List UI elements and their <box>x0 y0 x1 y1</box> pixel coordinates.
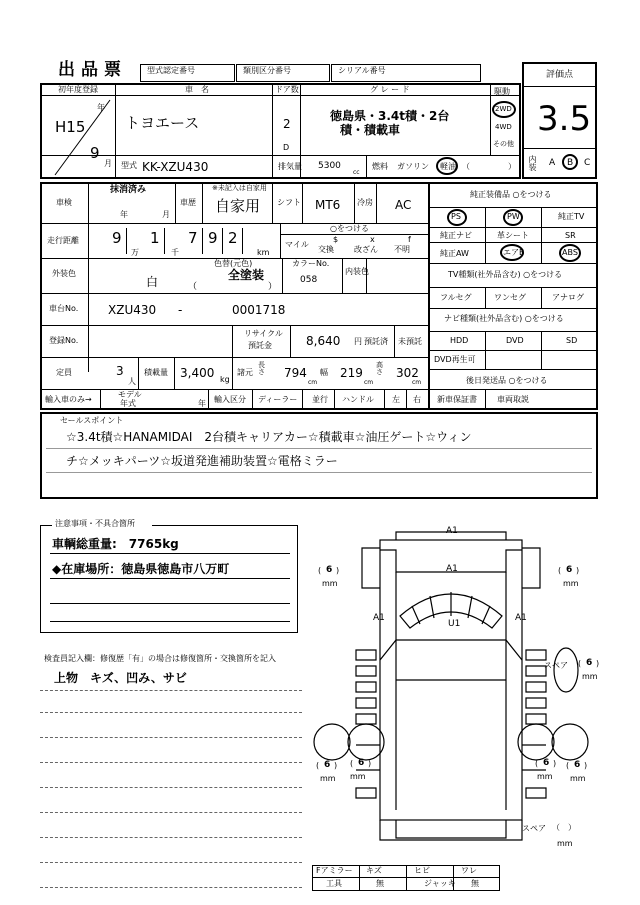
serial-box: シリアル番号 <box>331 64 481 82</box>
mileage-digit: 9 <box>112 229 122 247</box>
legend-value: 無 <box>471 879 479 888</box>
displacement-value: 5300 <box>318 161 341 171</box>
ac-value: AC <box>395 198 412 212</box>
history-value: 自家用 <box>215 197 261 215</box>
height-value: 302 <box>396 366 419 380</box>
sales-point-line2: チ☆メッキパーツ☆坂道発進補助装置☆電格ミラー <box>66 454 338 468</box>
legend-header: Fアミラー <box>316 866 353 875</box>
inspector-label: 検査員記入欄：修復歴「有」の場合は修復箇所・交換箇所を記入 <box>44 654 276 663</box>
a1-top: A1 <box>446 526 458 536</box>
interior-label: 内装 <box>528 155 537 171</box>
mileage-digit: 2 <box>228 229 238 247</box>
grade-line2: 積・積載車 <box>340 123 401 137</box>
sheet-title: 出品票 <box>58 60 127 80</box>
u1: U1 <box>448 619 461 629</box>
legend-value: 工具 <box>326 879 342 888</box>
mileage-digit-divider <box>164 228 165 254</box>
load-value: 3,400 <box>180 366 215 380</box>
shaken-value: 抹消済み <box>110 185 147 195</box>
category-box: 類別区分番号 <box>236 64 330 82</box>
spare-label-top: スペア <box>544 661 568 670</box>
mileage-digit-divider <box>222 228 223 254</box>
legend-header: キズ <box>366 866 382 875</box>
a1-cab: A1 <box>446 564 458 574</box>
chassis-prefix: XZU430 <box>108 303 157 317</box>
name-label: 車 名 <box>185 85 209 94</box>
doors-label: ドア数 <box>275 85 299 94</box>
a1-right: A1 <box>515 613 527 623</box>
model-value: KK-XZU430 <box>142 160 209 174</box>
mileage-digit: 7 <box>188 229 198 247</box>
first-reg-year: H15 <box>55 118 86 136</box>
recycle-value: 8,640 <box>306 334 341 348</box>
ext-color: 白 <box>146 275 159 289</box>
grade-line1: 徳島県・3.4t積・2台 <box>330 109 450 123</box>
legend-value: 無 <box>376 879 384 888</box>
auction-sheet-page: 出品票 型式認定番号 類別区分番号 シリアル番号 評価点 3.5 内装 A B C 初年度登録 車 名 ドア数 グ レ ー ド H15 年 9 月 トヨエース 2 D 徳島県・3.4t積・2台 積・積載車 駆動 2WD 4WD その他 型式 KK-XZU430 排気量 5300 cc 燃料 ガソリン 軽油 （ ） 車検 抹消済み 年 月 車歴 ※未記入は自家用 自家用 シフト MT6 冷房 AC 走行距離 9 1 7 9 2 万 千 km ○をつける マイル $ 交換 x 改ざん f 不明 外装色 白 色替(元色) 全塗装 （ ） カラーNo. 058 内装色 車台No. XZU430 - 0001718 登録No. リサイクル 預託金 8,640 円 預託済 未預託 定員 3 人 積載量 3,400 kg 諸元 長さ 794 cm 幅 219 cm 高さ 302 cm 輸入車のみ→ モデル 年式 年 輸入区分 ディーラー 並行 ハンドル 左 右 純正装備品 ○をつける PS PW 純正TV 純正ナビ 革シート SR 純正AW エアB ABS TV種類(社外品含む) ○をつける フルセグ ワンセグ アナログ ナビ種類(社外品含む) ○をつける HDD DVD SD DVD再生可 後日発送品 ○をつける 新車保証書 車両取説 セールスポイント ☆3.4t積☆HANAMIDAI 2台積キャリアカー☆積載車☆油圧ゲート☆ウィン チ☆メッキパーツ☆坂道発進補助装置☆電格ミラー 注意事項・不具合箇所 車輌総重量: 7765kg ◆在庫場所：徳島県徳島市八万町 検査員記入欄：修復歴「有」の場合は修復箇所・交換箇所を記入 上物 キズ、凹み、サビ A1 A1 A1 A1 U1 ( 6 ) mm ( 6 ) mm スペア ( 6 ) mm ( 6 ) mm ( 6 ) mm ( 6 ) mm ( 6 ) mm スペア （ ） mm Fアミラー キズ ヒビ ワレ 工具 無 ジャッキ 無 <box>0 0 640 905</box>
color-no: 058 <box>300 275 318 285</box>
notes-line2: ◆在庫場所：徳島県徳島市八万町 <box>52 562 230 576</box>
mileage-digit: 9 <box>208 229 218 247</box>
form-approval-box: 型式認定番号 <box>140 64 235 82</box>
mileage-digit: 1 <box>150 229 160 247</box>
a1-left: A1 <box>373 613 385 623</box>
chassis-number: 0001718 <box>232 303 286 317</box>
sales-point-label: セールスポイント <box>60 416 124 425</box>
doors-value: 2 <box>283 117 291 131</box>
mileage-digit-divider <box>202 228 203 254</box>
score-box: 評価点 3.5 内装 A B C <box>522 62 597 179</box>
legend-header: ヒビ <box>414 866 430 875</box>
length-value: 794 <box>284 366 307 380</box>
legend-value: ジャッキ <box>424 879 456 888</box>
mileage-digit-divider <box>126 228 127 254</box>
sales-point-line1: ☆3.4t積☆HANAMIDAI 2台積キャリアカー☆積載車☆油圧ゲート☆ウィン <box>66 430 472 444</box>
capacity-value: 3 <box>116 364 124 378</box>
width-value: 219 <box>340 366 363 380</box>
shift-value: MT6 <box>315 198 341 212</box>
score-value: 3.5 <box>537 99 592 139</box>
inspector-line1: 上物 キズ、凹み、サビ <box>54 671 187 685</box>
spare-label-bottom: スペア <box>522 824 546 833</box>
first-reg-label: 初年度登録 <box>58 85 98 94</box>
score-label: 評価点 <box>546 70 574 80</box>
drive-label: 駆動 <box>494 87 510 96</box>
equipment-title: 純正装備品 ○をつける <box>470 190 552 199</box>
grade-label: グ レ ー ド <box>370 85 410 94</box>
notes-label: 注意事項・不具合箇所 <box>55 519 135 528</box>
vehicle-name: トヨエース <box>125 114 200 132</box>
notes-line1: 車輌総重量: 7765kg <box>52 537 179 551</box>
legend-header: ワレ <box>461 866 477 875</box>
repaint-value: 全塗装 <box>228 268 265 282</box>
mileage-digit-divider <box>242 228 243 254</box>
first-reg-month: 9 <box>90 144 100 162</box>
